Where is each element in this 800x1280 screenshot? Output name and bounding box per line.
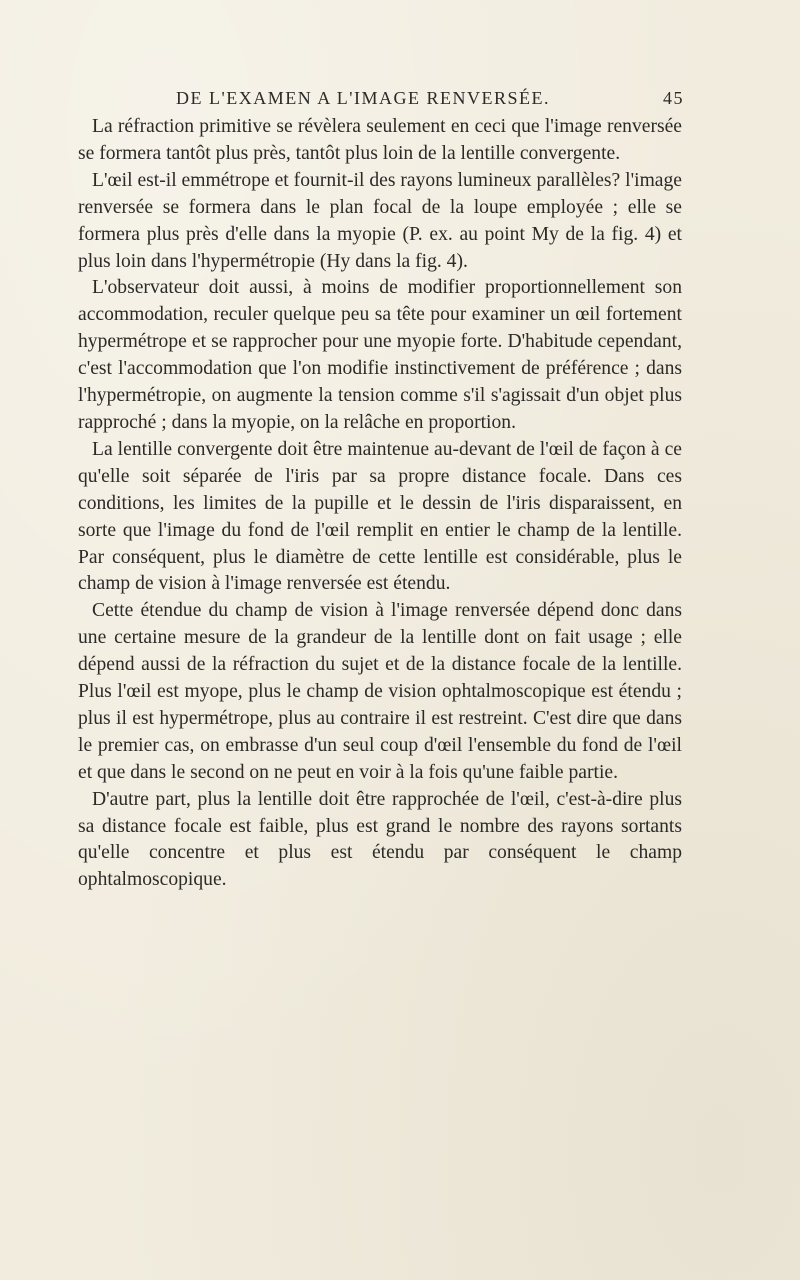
running-title: DE L'EXAMEN A L'IMAGE RENVERSÉE. [176, 88, 550, 108]
page-header [176, 88, 684, 116]
body-text [78, 114, 682, 894]
page-number: 45 [663, 88, 684, 108]
paragraph: L'observateur doit aussi, à moins de modifier proportionnellement son accommodation, reculer quelque peu sa tête pour examiner un œil fortement hypermétrope et se rapprocher pour une myopie forte. D'habitude cependant, c'est l'accommodation que l'on modifie instinctivement de préférence ; dans l'hypermétropie, on augmente la tension comme s'il s'agissait d'un objet plus rapproché ; dans la myopie, on la relâche en proportion. [78, 277, 682, 433]
paragraph: D'autre part, plus la lentille doit être rapprochée de l'œil, c'est-à-dire plus sa distance focale est faible, plus est grand le nombre des rayons sortants qu'elle concentre et plus est étendu par conséquent le champ ophtalmoscopique. [78, 788, 682, 891]
paragraph: La lentille convergente doit être maintenue au-devant de l'œil de façon à ce qu'elle soit séparée de l'iris par sa propre distance focale. Dans ces conditions, les limites de la pupille et le dessin de l'iris disparaissent, en sorte que l'image du fond de l'œil remplit en entier le champ de la lentille. Par conséquent, plus le diamètre de cette lentille est considérable, plus le champ de vision à l'image renversée est étendu. [78, 438, 682, 595]
paragraph: La réfraction primitive se révèlera seulement en ceci que l'image renversée se formera tantôt plus près, tantôt plus loin de la lentille convergente. [78, 116, 682, 164]
paragraph: L'œil est-il emmétrope et fournit-il des rayons lumineux parallèles? l'image renversée se formera dans le plan focal de la loupe employée ; elle se formera plus près d'elle dans la myopie (P. ex. au point My de la fig. 4) et plus loin dans l'hypermétropie (Hy dans la fig. 4). [78, 169, 682, 272]
paragraph: Cette étendue du champ de vision à l'image renversée dépend donc dans une certaine mesure de la grandeur de la lentille dont on fait usage ; elle dépend aussi de la réfraction du sujet et de la distance focale de la lentille. Plus l'œil est myope, plus le champ de vision ophtalmoscopique est étendu ; plus il est hypermétrope, plus au contraire il est restreint. C'est dire que dans le premier cas, on embrasse d'un seul coup d'œil l'ensemble du fond de l'œil et que dans le second on ne peut en voir à la fois qu'une faible partie. [78, 600, 682, 783]
